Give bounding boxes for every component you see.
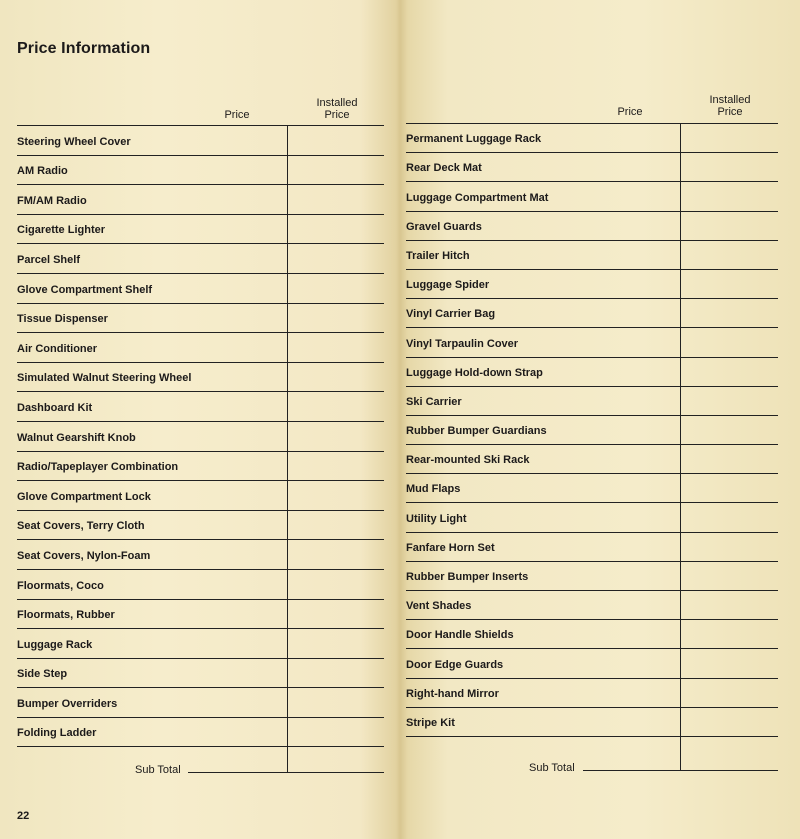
installed-header-line2: Price xyxy=(324,109,350,121)
item-label: Permanent Luggage Rack xyxy=(406,133,542,146)
table-row xyxy=(406,270,778,299)
table-row xyxy=(17,629,384,659)
table-row xyxy=(406,474,778,503)
table-row xyxy=(17,274,384,304)
table-row xyxy=(17,659,384,689)
table-row xyxy=(406,620,778,649)
table-row xyxy=(406,708,778,737)
table-row xyxy=(406,503,778,532)
item-label: Vent Shades xyxy=(406,600,472,613)
subtotal-label: Sub Total xyxy=(135,764,181,776)
table-row xyxy=(17,156,384,186)
table-row xyxy=(406,533,778,562)
table-row xyxy=(17,570,384,600)
table-row xyxy=(406,416,778,445)
table-row xyxy=(17,452,384,482)
table-row xyxy=(17,185,384,215)
table-row xyxy=(406,679,778,708)
item-label: Mud Flaps xyxy=(406,483,461,496)
item-label: Tissue Dispenser xyxy=(17,313,108,326)
page-title: Price Information xyxy=(17,40,151,57)
item-label: Glove Compartment Shelf xyxy=(17,283,153,296)
item-label: Door Handle Shields xyxy=(406,629,514,642)
item-label: Vinyl Tarpaulin Cover xyxy=(406,337,519,350)
item-label: Dashboard Kit xyxy=(17,401,93,414)
item-label: Air Conditioner xyxy=(17,342,98,355)
item-label: Stripe Kit xyxy=(406,716,455,729)
table-row xyxy=(406,445,778,474)
installed-header-line1: Installed xyxy=(709,94,751,106)
table-row xyxy=(17,540,384,570)
item-label: Fanfare Horn Set xyxy=(406,541,495,554)
item-label: Luggage Spider xyxy=(406,279,490,292)
table-row xyxy=(406,212,778,241)
item-label: Rubber Bumper Guardians xyxy=(406,425,547,438)
item-label: Simulated Walnut Steering Wheel xyxy=(17,372,192,385)
item-label: Luggage Hold-down Strap xyxy=(406,366,543,379)
table-row xyxy=(17,422,384,452)
item-label: Gravel Guards xyxy=(406,220,482,233)
item-label: Trailer Hitch xyxy=(406,249,470,262)
table-row xyxy=(406,182,778,211)
item-label: Radio/Tapeplayer Combination xyxy=(17,461,179,474)
table-row xyxy=(17,511,384,541)
right-page xyxy=(400,0,800,839)
table-row xyxy=(17,244,384,274)
table-row xyxy=(17,481,384,511)
table-row xyxy=(17,126,384,156)
item-label: Cigarette Lighter xyxy=(17,224,106,237)
price-column-header: Price xyxy=(617,106,643,118)
price-table-right xyxy=(406,124,778,737)
installed-price-column-header xyxy=(302,97,372,121)
item-label: AM Radio xyxy=(17,165,68,178)
item-label: Rear-mounted Ski Rack xyxy=(406,454,530,467)
table-row xyxy=(17,304,384,334)
table-row xyxy=(17,392,384,422)
table-row xyxy=(17,363,384,393)
item-label: Rear Deck Mat xyxy=(406,162,482,175)
item-label: Steering Wheel Cover xyxy=(17,135,131,148)
subtotal-line xyxy=(188,772,384,773)
item-label: Bumper Overriders xyxy=(17,697,118,710)
item-label: Right-hand Mirror xyxy=(406,687,499,700)
table-row xyxy=(17,688,384,718)
page-number: 22 xyxy=(17,810,30,822)
item-label: Side Step xyxy=(17,668,68,681)
item-label: Vinyl Carrier Bag xyxy=(406,308,496,321)
item-label: Floormats, Coco xyxy=(17,579,104,592)
installed-price-column-header xyxy=(695,94,765,118)
item-label: FM/AM Radio xyxy=(17,194,87,207)
installed-header-line1: Installed xyxy=(316,97,358,109)
price-table-left xyxy=(17,126,384,747)
subtotal-line xyxy=(583,770,778,771)
item-label: Ski Carrier xyxy=(406,395,462,408)
table-row xyxy=(406,649,778,678)
item-label: Walnut Gearshift Knob xyxy=(17,431,136,444)
item-label: Parcel Shelf xyxy=(17,253,80,266)
item-label: Glove Compartment Lock xyxy=(17,490,151,503)
table-row xyxy=(406,299,778,328)
price-column-header: Price xyxy=(224,109,250,121)
table-row xyxy=(17,718,384,748)
table-row xyxy=(406,241,778,270)
table-row xyxy=(406,328,778,357)
item-label: Seat Covers, Nylon-Foam xyxy=(17,549,151,562)
item-label: Utility Light xyxy=(406,512,467,525)
item-label: Door Edge Guards xyxy=(406,658,504,671)
item-label: Rubber Bumper Inserts xyxy=(406,571,529,583)
table-row xyxy=(17,333,384,363)
item-label: Folding Ladder xyxy=(17,727,97,740)
table-row xyxy=(406,387,778,416)
table-row xyxy=(406,358,778,387)
table-row xyxy=(406,562,778,591)
installed-header-line2: Price xyxy=(717,106,743,118)
item-label: Seat Covers, Terry Cloth xyxy=(17,520,145,533)
table-row xyxy=(406,124,778,153)
table-row xyxy=(406,591,778,620)
table-row xyxy=(406,153,778,182)
table-row xyxy=(17,600,384,630)
subtotal-label: Sub Total xyxy=(529,762,575,774)
table-row xyxy=(17,215,384,245)
item-label: Floormats, Rubber xyxy=(17,609,115,622)
item-label: Luggage Compartment Mat xyxy=(406,191,549,204)
item-label: Luggage Rack xyxy=(17,638,93,651)
